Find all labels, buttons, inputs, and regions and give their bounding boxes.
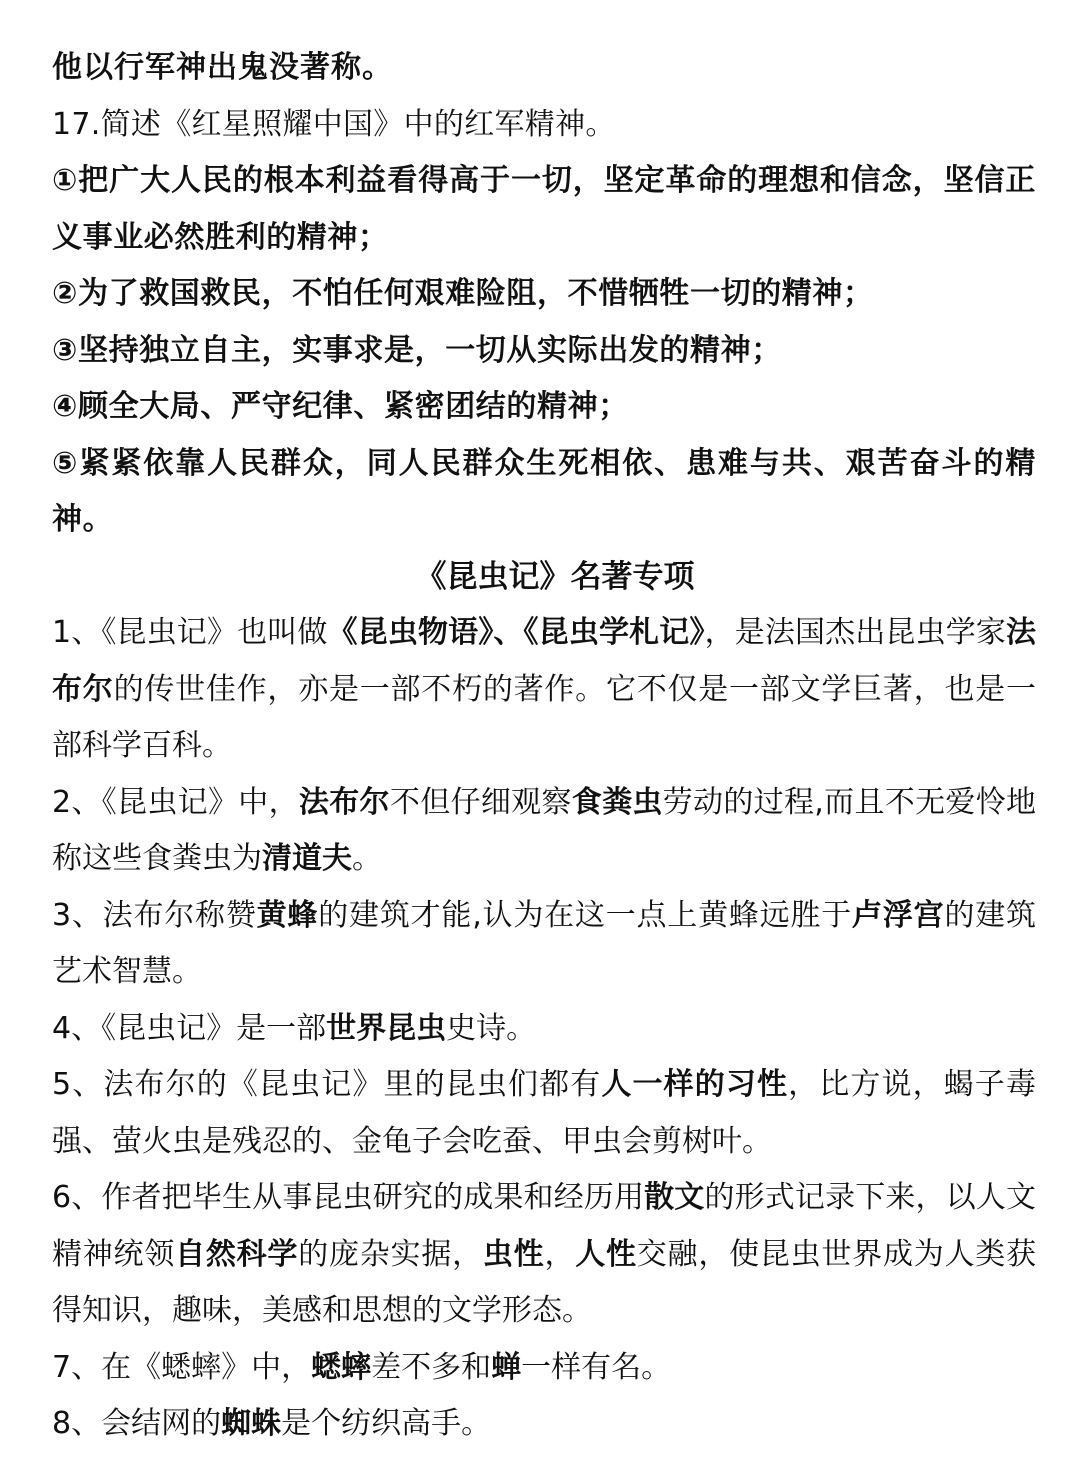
emphasis-text: 蟋蟀: [311, 1349, 372, 1385]
emphasis-text: 蜘蛛: [221, 1406, 282, 1441]
body-text: 1、《昆虫记》也叫做: [52, 615, 328, 650]
body-text: 。: [352, 841, 382, 876]
body-text: 的建筑才能,认为在这一点上黄蜂远胜于: [318, 897, 853, 933]
emphasis-text: 卢浮宫: [852, 897, 945, 933]
body-text: ，是法国杰出昆虫学家: [704, 615, 1007, 650]
emphasis-text: 食粪虫: [571, 784, 663, 820]
list-item: [52, 775, 1036, 888]
emphasis-text: 散文: [644, 1180, 705, 1215]
body-text: 交融，使昆虫世界成为人类获得知识，趣味，美感和思想的文学形态。: [52, 1236, 1037, 1328]
body-text: 是个纺织高手。: [281, 1406, 492, 1441]
body-text: 4、《昆虫记》是一部: [52, 1010, 327, 1046]
body-text: 的传世佳作，亦是一部不朽的著作。它不仅是一部文学巨著，也是一部科学百科。: [52, 671, 1037, 763]
body-text: 6、作者把毕生从事昆虫研究的成果和经历用: [52, 1180, 645, 1215]
body-text: 的形式记录下来，以人文精神统领: [52, 1180, 1037, 1272]
emphasis-text: 清道夫: [262, 841, 352, 876]
emphasis-text: 世界昆虫: [326, 1010, 447, 1046]
list-item: [52, 1057, 1036, 1170]
body-text: 的庞杂实据，: [298, 1236, 483, 1272]
body-text: 史诗。: [446, 1010, 537, 1046]
emphasis-text: 黄蜂: [256, 897, 319, 933]
body-text: 5、法布尔的《昆虫记》里的昆虫们都有: [52, 1067, 602, 1102]
emphasis-text: 《昆虫物语》、《昆虫学札记》: [327, 615, 705, 650]
emphasis-text: 法布尔: [52, 615, 1037, 707]
body-text: ，比方说，蝎子毒强、萤火虫是残忍的、金龟子会吃蚕、甲虫会剪树叶。: [52, 1067, 1037, 1159]
body-text: 2、《昆虫记》中，: [52, 784, 299, 820]
body-text: 差不多和: [371, 1349, 492, 1385]
top-line: 他以行军神出鬼没著称。: [52, 50, 393, 85]
body-text: 的建筑艺术智慧。: [52, 897, 1037, 989]
section-title: 《昆虫记》名著专项: [415, 558, 695, 595]
body-text: 8、会结网的: [52, 1406, 222, 1441]
emphasis-text: 人一样的习性: [601, 1067, 789, 1102]
emphasis-text: 蝉: [491, 1349, 522, 1385]
question-17: 17.简述《红星照耀中国》中的红军精神。: [52, 106, 616, 142]
body-text: 一样有名。: [521, 1349, 672, 1385]
list-item: [52, 1001, 1036, 1058]
body-text: ，: [544, 1236, 576, 1272]
emphasis-text: 法布尔: [298, 784, 390, 820]
spirit-point-3: ③坚持独立自主，实事求是，一切从实际出发的精神；: [52, 332, 782, 368]
list-item: [52, 888, 1036, 1001]
spirit-point-5: ⑤紧紧依靠人民群众，同人民群众生死相依、患难与共、艰苦奋斗的精神。: [52, 445, 1036, 537]
spirit-point-4: ④顾全大局、严守纪律、紧密团结的精神；: [52, 389, 629, 424]
list-item: [52, 1396, 1036, 1453]
list-item: [52, 1340, 1036, 1397]
body-text: 7、在《蟋蟀》中，: [52, 1349, 312, 1385]
list-item: [52, 605, 1036, 775]
body-text: 3、法布尔称赞: [52, 897, 257, 933]
emphasis-text: 虫性: [482, 1236, 545, 1272]
emphasis-text: 人性: [575, 1236, 637, 1272]
spirit-point-1: ①把广大人民的根本利益看得高于一切，坚定革命的理想和信念，坚信正义事业必然胜利的精神；: [52, 163, 1036, 255]
body-text: 不但仔细观察: [389, 784, 572, 820]
spirit-point-2: ②为了救国救民，不怕任何艰难险阻，不惜牺牲一切的精神；: [52, 276, 874, 311]
emphasis-text: 自然科学: [175, 1236, 299, 1272]
body-text: 劳动的过程,而且不无爱怜地称这些食粪虫为: [52, 784, 1037, 876]
list-item: [52, 1170, 1036, 1340]
